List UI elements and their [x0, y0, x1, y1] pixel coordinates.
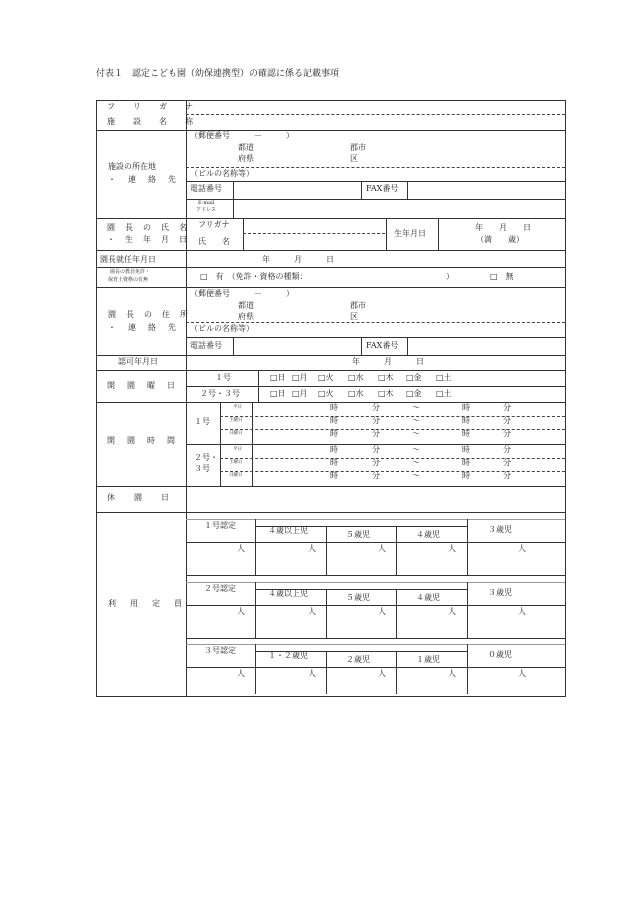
facility-email-field[interactable] [236, 201, 563, 216]
capacity-unit-label: 人 [448, 607, 456, 616]
facility-name-field[interactable] [188, 116, 563, 129]
open-day-checkbox[interactable]: □土 [436, 373, 452, 382]
capacity-unit-label: 人 [518, 544, 526, 553]
director-todo-label: 都道 [238, 301, 254, 310]
director-gunshi-label: 郡市 [350, 301, 366, 310]
hours-fun-label: 分 [503, 429, 511, 438]
hours-tilde-label: ～ [412, 471, 420, 480]
facility-phone-field[interactable] [236, 183, 358, 197]
capacity-unit-label: 人 [308, 607, 316, 616]
director-name-field[interactable] [246, 235, 384, 248]
capacity-unit-label: 人 [378, 544, 386, 553]
capacity-col-label: ３歳児 [488, 525, 512, 534]
capacity-category-label: ２号認定 [204, 584, 236, 593]
director-furigana-field[interactable] [246, 220, 384, 232]
capacity-unit-label: 人 [378, 607, 386, 616]
hours-tilde-label: ～ [412, 403, 420, 412]
appointed-date-value: 年 月 日 [262, 255, 334, 264]
hours-ji-label: 時 [462, 429, 470, 438]
capacity-unit-label: 人 [237, 544, 245, 553]
closed-days-label: 休 園 日 [107, 493, 170, 502]
capacity-category-label: １号認定 [204, 521, 236, 530]
open-day-checkbox[interactable]: □日 [270, 373, 286, 382]
capacity-col-label: ０歳児 [488, 650, 512, 659]
open-hours-group-2b: ３号 [194, 464, 210, 473]
facility-ku-label: 区 [350, 154, 358, 163]
facility-gunshi-label: 郡市 [350, 143, 366, 152]
director-address-label: 園 長 の 住 所 [108, 310, 189, 319]
hours-ji-label: 時 [462, 458, 470, 467]
day-type-label: 日曜日 [229, 431, 243, 436]
hours-fun-label: 分 [372, 429, 380, 438]
facility-furigana-field[interactable] [188, 103, 563, 113]
open-day-checkbox[interactable]: □金 [406, 373, 422, 382]
director-ku-label: 区 [350, 312, 358, 321]
hours-ji-label: 時 [330, 458, 338, 467]
open-day-checkbox[interactable]: □月 [292, 373, 308, 382]
hours-tilde-label: ～ [412, 445, 420, 454]
hours-fun-label: 分 [372, 445, 380, 454]
hours-fun-label: 分 [372, 403, 380, 412]
license-no-option[interactable]: □ 無 [490, 272, 514, 281]
capacity-unit-label: 人 [308, 669, 316, 678]
hours-fun-label: 分 [503, 458, 511, 467]
facility-fuken-label: 府県 [238, 154, 254, 163]
capacity-col-label: ４歳以上児 [268, 589, 308, 598]
hours-fun-label: 分 [372, 471, 380, 480]
open-hours-label: 開 園 時 間 [107, 436, 177, 445]
hours-tilde-label: ～ [412, 429, 420, 438]
facility-fax-field[interactable] [410, 183, 563, 197]
director-age-value: （満 歳） [476, 235, 524, 244]
hours-ji-label: 時 [462, 403, 470, 412]
director-building-label: （ビルの名称等） [190, 324, 254, 333]
capacity-col-label: ３歳児 [488, 588, 512, 597]
capacity-unit-label: 人 [237, 607, 245, 616]
director-birthdate-label: 生年月日 [394, 229, 426, 238]
capacity-col-label: １・２歳児 [268, 651, 308, 660]
director-fax-field[interactable] [410, 339, 563, 353]
hours-ji-label: 時 [330, 445, 338, 454]
hours-fun-label: 分 [372, 458, 380, 467]
capacity-col-label: ４歳以上児 [268, 526, 308, 535]
hours-ji-label: 時 [462, 471, 470, 480]
approval-date-label: 認可年月日 [118, 357, 158, 366]
capacity-unit-label: 人 [237, 669, 245, 678]
capacity-col-label: ４歳児 [416, 593, 440, 602]
capacity-category-label: ３号認定 [204, 646, 236, 655]
open-hours-group-2a: ２号・ [194, 453, 218, 462]
approval-date-value: 年 月 日 [352, 357, 424, 366]
director-shimei-label: 氏 名 [198, 237, 230, 246]
capacity-col-label: ５歳児 [346, 530, 370, 539]
hours-ji-label: 時 [330, 416, 338, 425]
open-day-checkbox[interactable]: □水 [348, 373, 364, 382]
open-day-checkbox[interactable]: □月 [292, 389, 308, 398]
license-label-1: 園長の教員免許・ [110, 269, 151, 275]
hours-ji-label: 時 [462, 416, 470, 425]
director-furigana-label: フリガナ [198, 220, 230, 229]
director-phone-field[interactable] [236, 339, 358, 353]
capacity-col-label: ４歳児 [416, 530, 440, 539]
hours-ji-label: 時 [330, 403, 338, 412]
facility-email-label-1: E-mail [198, 200, 215, 206]
facility-todo-label: 都道 [238, 143, 254, 152]
open-day-checkbox[interactable]: □火 [318, 373, 334, 382]
open-day-checkbox[interactable]: □木 [378, 373, 394, 382]
hours-fun-label: 分 [503, 416, 511, 425]
hours-ji-label: 時 [330, 429, 338, 438]
appointed-date-label: 園長就任年月日 [100, 255, 156, 264]
hours-fun-label: 分 [372, 416, 380, 425]
open-days-group-1: １号 [215, 373, 231, 382]
day-type-label: 平日 [233, 447, 242, 452]
open-day-checkbox[interactable]: □水 [348, 389, 364, 398]
capacity-unit-label: 人 [378, 669, 386, 678]
page-title: 付表１ 認定こども園（幼保連携型）の確認に係る記載事項 [96, 69, 340, 79]
hours-tilde-label: ～ [412, 416, 420, 425]
hours-fun-label: 分 [503, 471, 511, 480]
open-day-checkbox[interactable]: □金 [406, 389, 422, 398]
hours-ji-label: 時 [462, 445, 470, 454]
director-fuken-label: 府県 [238, 312, 254, 321]
director-birth-label: ・ 生 年 月 日 [107, 235, 188, 244]
facility-postal-code: （郵便番号 － ） [190, 131, 294, 140]
open-day-checkbox[interactable]: □土 [436, 389, 452, 398]
facility-email-label-2: アドレス [196, 207, 216, 213]
closed-days-field[interactable] [190, 489, 562, 509]
capacity-unit-label: 人 [448, 544, 456, 553]
open-day-checkbox[interactable]: □木 [378, 389, 394, 398]
hours-tilde-label: ～ [412, 458, 420, 467]
director-name-label: 園 長 の 氏 名 [107, 223, 188, 232]
director-contact-label: ・ 連 絡 先 [108, 323, 178, 332]
director-postal-code: （郵便番号 － ） [190, 289, 294, 298]
capacity-col-label: ２歳児 [346, 655, 370, 664]
day-type-label: 土曜日 [229, 460, 243, 465]
open-day-checkbox[interactable]: □日 [270, 389, 286, 398]
license-close-paren: ） [446, 272, 454, 281]
open-day-checkbox[interactable]: □火 [318, 389, 334, 398]
capacity-unit-label: 人 [518, 607, 526, 616]
director-birthdate-value: 年 月 日 [475, 223, 531, 232]
hours-ji-label: 時 [330, 471, 338, 480]
capacity-col-label: １歳児 [416, 655, 440, 664]
open-hours-group-1: １号 [194, 417, 210, 426]
capacity-unit-label: 人 [448, 669, 456, 678]
hours-fun-label: 分 [503, 403, 511, 412]
facility-name-label: 施 設 名 称 [107, 117, 198, 126]
capacity-unit-label: 人 [308, 544, 316, 553]
furigana-label: フ リ ガ ナ [107, 102, 198, 111]
facility-building-label: （ビルの名称等） [190, 169, 254, 178]
capacity-label: 利 用 定 員 [108, 599, 185, 608]
facility-phone-label: 電話番号 [190, 184, 222, 193]
license-yes-option[interactable]: □ 有 （免許・資格の種類： [200, 272, 308, 281]
director-fax-label: FAX番号 [366, 341, 399, 350]
capacity-unit-label: 人 [518, 669, 526, 678]
open-days-label: 開 園 曜 日 [107, 381, 177, 390]
facility-fax-label: FAX番号 [366, 184, 399, 193]
director-phone-label: 電話番号 [190, 341, 222, 350]
open-days-group-2: ２号・３号 [200, 389, 240, 398]
facility-contact-label: ・ 連 絡 先 [108, 175, 178, 184]
facility-address-label: 施設の所在地 [108, 162, 156, 171]
day-type-label: 平日 [233, 405, 242, 410]
day-type-label: 土曜日 [229, 418, 243, 423]
capacity-col-label: ５歳児 [346, 593, 370, 602]
day-type-label: 日曜日 [229, 473, 243, 478]
hours-fun-label: 分 [503, 445, 511, 454]
license-label-2: 保育士資格の有無 [108, 277, 149, 283]
